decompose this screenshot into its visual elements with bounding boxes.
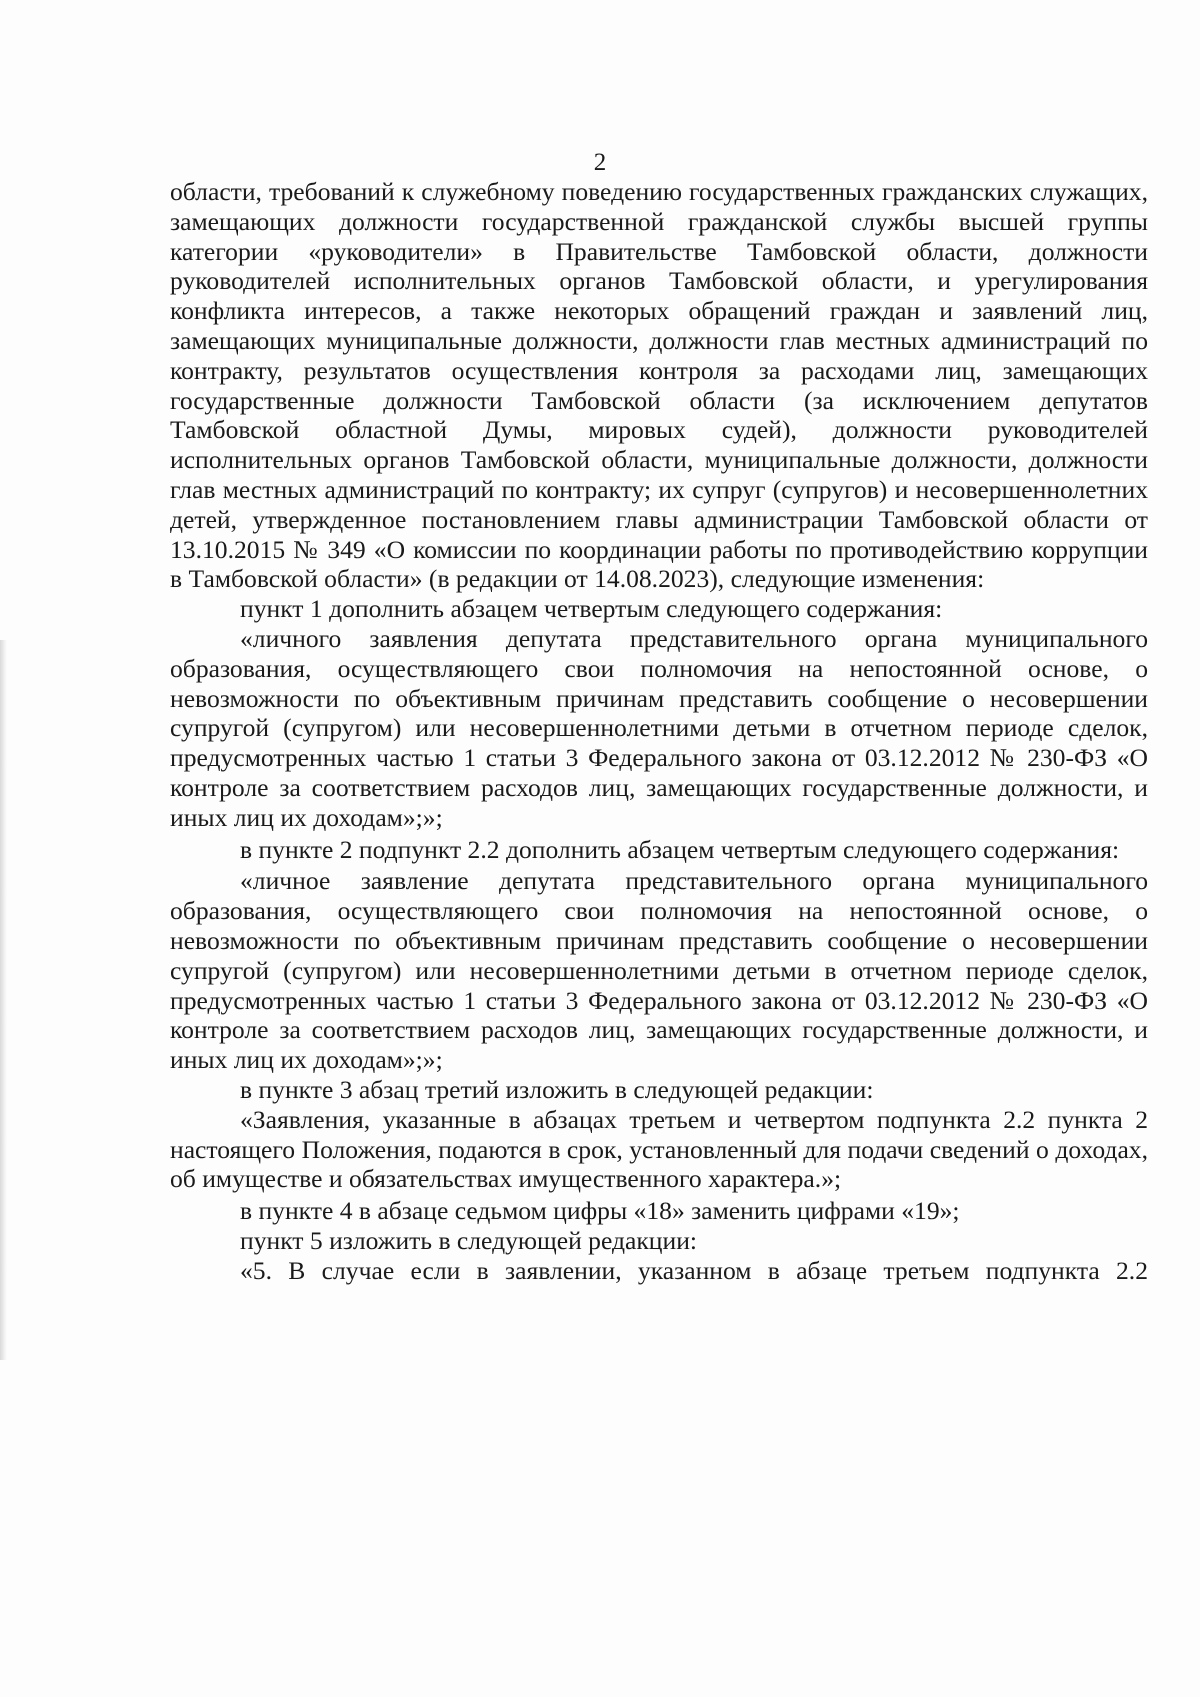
- paragraph-item-3-instruction: в пункте 3 абзац третий изложить в следующей редакции:: [240, 1074, 874, 1104]
- paragraph-item-4-instruction: в пункте 4 в абзаце седьмом цифры «18» заменить цифрами «19»;: [240, 1196, 960, 1226]
- paragraph-item-3-quote: «Заявления, указанные в абзацах третьем и четвертом подпункта 2.2 пункта 2 настоящего Положения, подаются в срок, установленный для подачи сведений о доходах, об имуществе и обязательствах имущественного характера.»;: [170, 1104, 1148, 1194]
- document-body: [170, 177, 1148, 1285]
- paragraph-item-2-quote: «личное заявление депутата представительного органа муниципального образования, осуществляющего свои полномочия на непостоянной основе, о невозможности по объективным причинам представить сообщение о несовершении супругой (супругом) или несовершеннолетними детьми в отчетном периоде сделок, предусмотренных частью 1 статьи 3 Федерального закона от 03.12.2012 № 230-ФЗ «О контроле за соответствием расходов лиц, замещающих государственные должности, и иных лиц их доходам»;»;: [170, 866, 1148, 1075]
- page-number: 2: [593, 149, 607, 176]
- paragraph-item-5-quote-start: «5. В случае если в заявлении, указанном в абзаце третьем подпункта 2.2: [240, 1255, 1148, 1285]
- scan-edge-shadow: [0, 640, 7, 1360]
- paragraph-item-1-quote: «личного заявления депутата представительного органа муниципального образования, осуществляющего свои полномочия на непостоянной основе, о невозможности по объективным причинам представить сообщение о несовершении супругой (супругом) или несовершеннолетними детьми в отчетном периоде сделок, предусмотренных частью 1 статьи 3 Федерального закона от 03.12.2012 № 230-ФЗ «О контроле за соответствием расходов лиц, замещающих государственные должности, и иных лиц их доходам»;»;: [170, 623, 1148, 832]
- paragraph-intro-continuation: области, требований к служебному поведению государственных гражданских служащих, замещающих должности государственной гражданской службы высшей группы категории «руководители» в Правительстве Тамбовской области, должности руководителей исполнительных органов Тамбовской области, и урегулирования конфликта интересов, а также некоторых обращений граждан и заявлений лиц, замещающих муниципальные должности, должности глав местных администраций по контракту, результатов осуществления контроля за расходами лиц, замещающих государственные должности Тамбовской области (за исключением депутатов Тамбовской областной Думы, мировых судей), должности руководителей исполнительных органов Тамбовской области, муниципальные должности, должности глав местных администраций по контракту; их супруг (супругов) и несовершеннолетних детей, утвержденное постановлением главы администрации Тамбовской области от 13.10.2015 № 349 «О комиссии по координации работы по противодействию коррупции в Тамбовской области» (в редакции от 14.08.2023), следующие изменения:: [170, 177, 1148, 594]
- paragraph-item-5-instruction: пункт 5 изложить в следующей редакции:: [240, 1225, 698, 1255]
- paragraph-item-1-instruction: пункт 1 дополнить абзацем четвертым следующего содержания:: [240, 594, 943, 624]
- paragraph-item-2-instruction: в пункте 2 подпункт 2.2 дополнить абзацем четвертым следующего содержания:: [240, 834, 1120, 864]
